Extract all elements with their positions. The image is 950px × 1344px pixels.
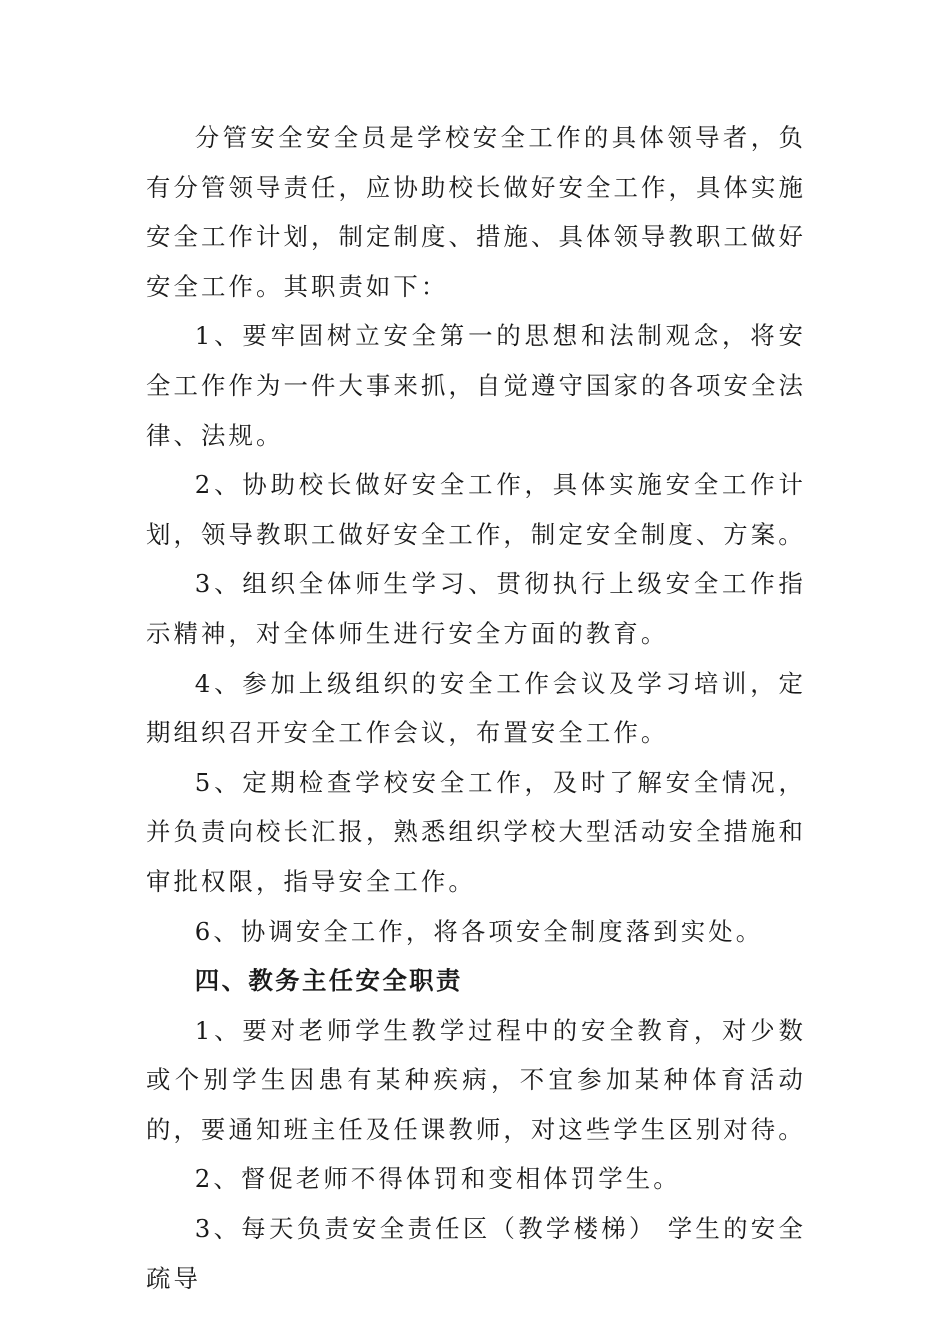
section-item-2: 2、督促老师不得体罚和变相体罚学生。 (194, 1164, 681, 1194)
duty-item-6: 6、协调安全工作，将各项安全制度落到实处。 (194, 916, 764, 946)
duty-item-4: 4、参加上级组织的安全工作会议及学习培训，定期组织召开安全工作会议，布置安全工作。 (146, 668, 806, 748)
duty-item-2: 2、协助校长做好安全工作，具体实施安全工作计划，领导教职工做好安全工作，制定安全制度、方案。 (146, 470, 806, 549)
duty-item-1: 1、要牢固树立安全第一的思想和法制观念，将安全工作作为一件大事来抓，自觉遵守国家的各项安全法律、法规。 (146, 321, 806, 450)
section-item-3: 3、每天负责安全责任区（教学楼梯） 学生的安全疏导 (146, 1214, 806, 1293)
duty-item-5: 5、定期检查学校安全工作，及时了解安全情况，并负责向校长汇报，熟悉组织学校大型活动安全措施和审批权限，指导安全工作。 (146, 767, 806, 896)
duty-item-3: 3、组织全体师生学习、贯彻执行上级安全工作指示精神，对全体师生进行安全方面的教育。 (146, 569, 806, 648)
section-heading: 四、教务主任安全职责 (194, 966, 463, 996)
section-item-1: 1、要对老师学生教学过程中的安全教育，对少数或个别学生因患有某种疾病，不宜参加某种体育活动的，要通知班主任及任课教师，对这些学生区别对待。 (146, 1015, 806, 1144)
document-body (146, 113, 806, 1303)
intro-paragraph: 分管安全安全员是学校安全工作的具体领导者，负有分管领导责任，应协助校长做好安全工作，具体实施安全工作计划，制定制度、措施、具体领导教职工做好安全工作。其职责如下： (146, 123, 806, 301)
